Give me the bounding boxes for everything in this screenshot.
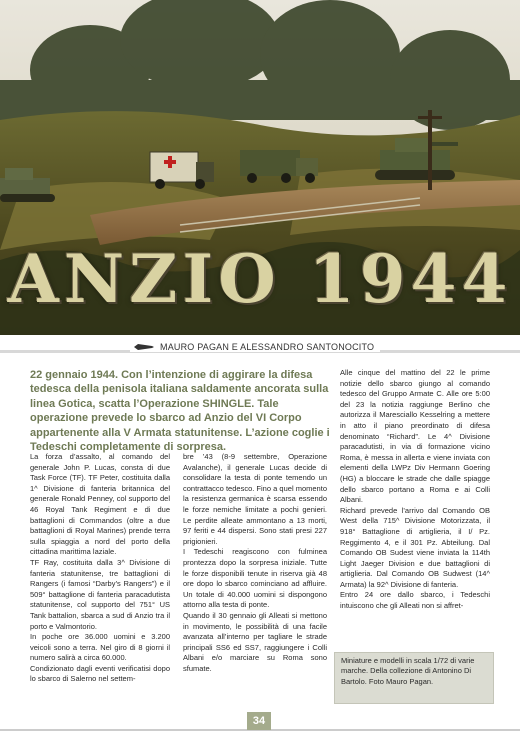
page-title: ANZIO 1944 xyxy=(7,240,513,318)
hero-photo xyxy=(0,0,520,335)
paragraph: Alle cinque del mattino del 22 le prime notizie dello sbarco giungo al comando tedesco del Gruppo Armate C. Alle ore 5:00 del 23 la notizia raggiunge Berlino che autorizza il Maresciallo Kesselring a mettere in atto il piano preordinato di difesa denominato “Richard”. Le 4^ Divisione paracadutisti, in via di formazione vicino Roma, è messa in allerta e viene inviata con elementi della LWPz Div Hermann Goering (HG) a bloccare le strade che dalle spiagge dello sbarco portano a Roma e ai Colli Albani. xyxy=(340,368,490,505)
paragraph: I Tedeschi reagiscono con fulminea prontezza dopo la sorpresa iniziale. Tutte le forze disponibili tenute in riserva già 48 ore dopo lo sbarco cominciano ad affluire. Un totale di 40.000 uomini si dispongono attorno alla testa di ponte. xyxy=(183,547,327,610)
paragraph: bre ’43 (8-9 settembre, Operazione Avalanche), il generale Lucas decide di consolidare la testa di ponte temendo un contrattacco tedesco. Fino a quel momento la resistenza germanica è scarsa essendo le forze nemiche limitate a pochi genieri. Le perdite alleate ammontano a 13 morti, 97 feriti e 44 dispersi. Sono stati presi 227 prigionieri. xyxy=(183,452,327,546)
paragraph: La forza d’assalto, al comando del generale John P. Lucas, consta di due Task Force (TF). TF Peter, costituita dalla 1^ Divisione di fanteria britannica del generale Ronald Penney, col supporto del 46 Royal Tank Regiment e di due battaglioni di Commandos (oltre a due battaglioni di Royal Marines) prende terra sulla spiaggia a nord del porto della cittadina marittima laziale. xyxy=(30,452,170,557)
column-3 xyxy=(340,368,490,612)
column-1 xyxy=(30,452,170,685)
paragraph: Quando il 30 gennaio gli Alleati si mettono in movimento, le possibilità di una facile avanzata all’interno per tagliare le strade principali SS6 ed SS7, raggiungere i Colli Albani e/o marciare su Roma sono sfumate. xyxy=(183,610,327,673)
paragraph: TF Ray, costituita dalla 3^ Divisione di fanteria statunitense, tre battaglioni di Rangers (i famosi “Darby’s Rangers”) e il 509° battaglione di fanteria paracadutista statunitense, col supporto del 751° US Tank battalion, sbarca a sud di Anzio tra il porto e Valmontorio. xyxy=(30,557,170,631)
paragraph: Entro 24 ore dallo sbarco, i Tedeschi intuiscono che gli Alleati non si affret- xyxy=(340,590,490,611)
column-2 xyxy=(183,452,327,674)
paragraph: Condizionato dagli eventi verificatisi dopo lo sbarco di Salerno nel settem- xyxy=(30,663,170,684)
paragraph: In poche ore 36.000 uomini e 3.200 veicoli sono a terra. Nel giro di 8 giorni il numero salirà a circa 60.000. xyxy=(30,632,170,663)
photo-caption: Miniature e modelli in scala 1/72 di varie marche. Della collezione di Antonino Di Bartolo. Foto Mauro Pagan. xyxy=(341,656,475,686)
photo-caption-box xyxy=(334,652,494,704)
page-number: 34 xyxy=(247,712,271,730)
byline xyxy=(0,338,520,366)
pen-icon xyxy=(134,342,154,352)
paragraph: Richard prevede l’arrivo dal Comando OB West della 715^ Divisione Motorizzata, il 918° Battaglione di artiglieria, il I/ Pz. Reggimento 4, e il 301 Pz. Abteilung. Dal Comando OB Sudest viene inviata la 114th Light Jaeger Division e due battaglioni di artiglieria. Dal Comando OB Sudwest (14^ Armata) la 92^ Divisione di fanteria. xyxy=(340,505,490,589)
intro-paragraph: 22 gennaio 1944. Con l’intenzione di aggirare la difesa tedesca della penisola italiana saldamente ancorata sulla linea Gotica, scatta l’Operazione SHINGLE. Tale operazione prevede lo sbarco ad Anzio del VI Corpo appartenente alla V Armata statunitense. L’azione coglie i Tedeschi completamente di sorpresa. xyxy=(30,369,330,454)
author-credits: MAURO PAGAN E ALESSANDRO SANTONOCITO xyxy=(160,342,375,352)
